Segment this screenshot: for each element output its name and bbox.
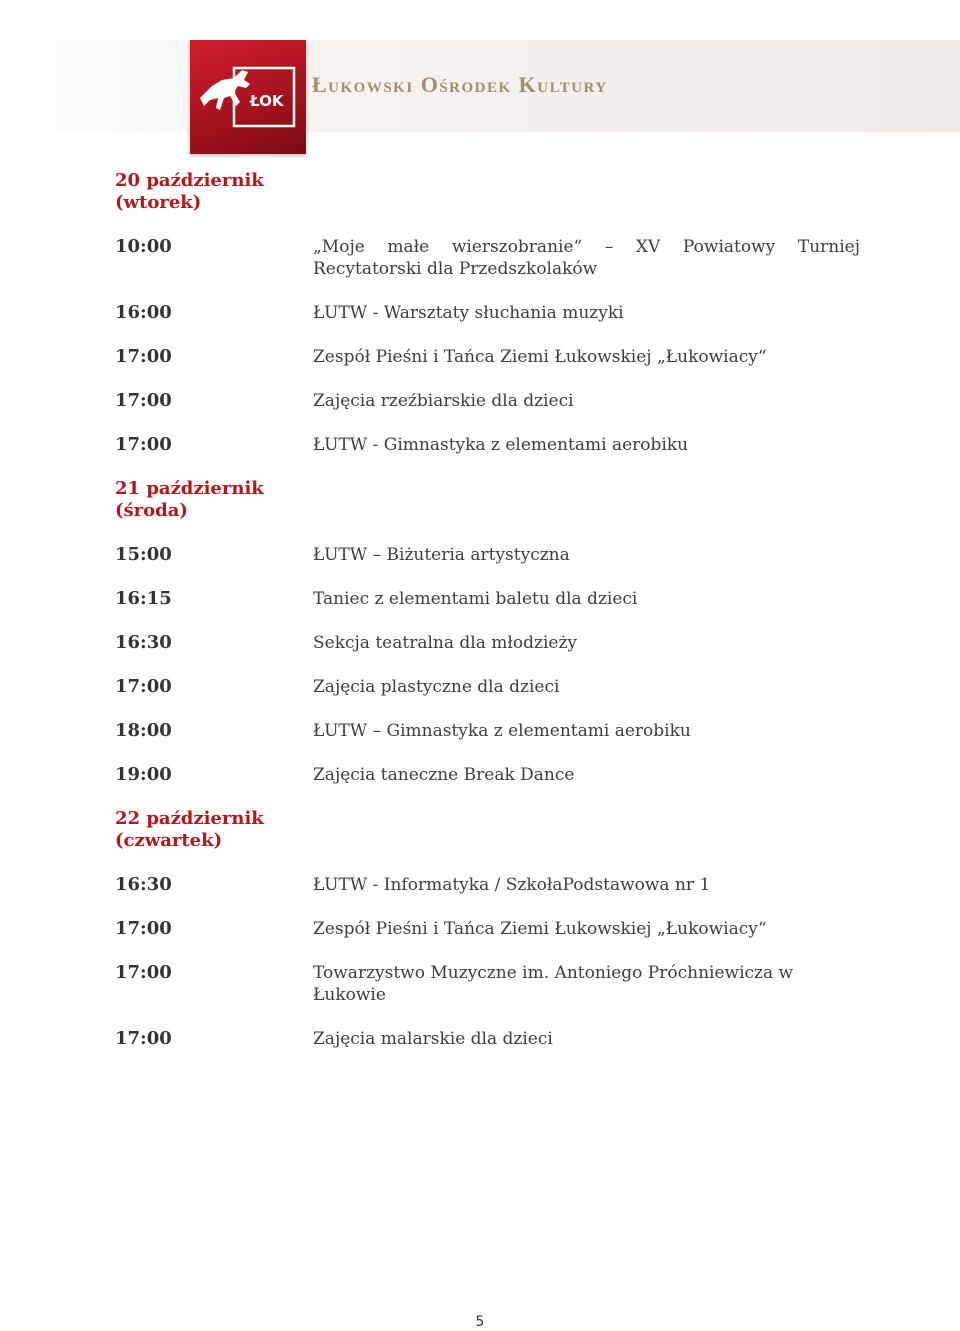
event-name: Sekcja teatralna dla młodzieży — [313, 633, 578, 653]
event-time: 17:00 — [115, 962, 172, 983]
event-row — [115, 1028, 860, 1050]
event-name: Towarzystwo Muzyczne im. Antoniego Próchniewicza w Łukowie — [313, 963, 794, 1005]
event-name: ŁUTW – Biżuteria artystyczna — [313, 545, 570, 565]
event-row — [115, 390, 860, 412]
event-time: 18:00 — [115, 720, 172, 741]
day-title: 20 październik (wtorek) — [115, 170, 264, 213]
event-time: 10:00 — [115, 236, 172, 257]
event-time: 17:00 — [115, 390, 172, 411]
event-time: 16:15 — [115, 588, 172, 609]
page-number: 5 — [475, 1314, 485, 1330]
logo-text: ŁOK — [250, 92, 284, 110]
event-time: 16:00 — [115, 302, 172, 323]
day-block — [115, 808, 860, 1050]
day-title: 21 październik (środa) — [115, 478, 264, 521]
event-row — [115, 346, 860, 368]
event-row — [115, 874, 860, 896]
day-block — [115, 478, 860, 786]
event-time: 16:30 — [115, 874, 172, 895]
event-row — [115, 676, 860, 698]
event-time: 17:00 — [115, 434, 172, 455]
event-time: 17:00 — [115, 676, 172, 697]
event-time: 17:00 — [115, 346, 172, 367]
event-name: Zajęcia plastyczne dla dzieci — [313, 677, 560, 697]
event-name: Zajęcia rzeźbiarskie dla dzieci — [313, 391, 574, 411]
event-time: 16:30 — [115, 632, 172, 653]
event-time: 17:00 — [115, 1028, 172, 1049]
event-name: ŁUTW - Informatyka / SzkołaPodstawowa nr 1 — [313, 875, 711, 895]
event-row — [115, 764, 860, 786]
event-row — [115, 434, 860, 456]
event-row — [115, 544, 860, 566]
brand-name: Łukowski Ośrodek Kultury — [312, 72, 608, 97]
event-row — [115, 918, 860, 940]
event-row — [115, 302, 860, 324]
event-name: ŁUTW - Warsztaty słuchania muzyki — [313, 303, 624, 323]
event-name: ŁUTW – Gimnastyka z elementami aerobiku — [313, 721, 691, 741]
event-name: Zajęcia malarskie dla dzieci — [313, 1029, 553, 1049]
event-name: Taniec z elementami baletu dla dzieci — [313, 589, 638, 609]
lok-logo — [190, 40, 306, 154]
event-row — [115, 632, 860, 654]
horse-icon — [200, 70, 250, 110]
event-row — [115, 588, 860, 610]
event-time: 15:00 — [115, 544, 172, 565]
event-time: 19:00 — [115, 764, 172, 785]
event-time: 17:00 — [115, 918, 172, 939]
event-name: Zespół Pieśni i Tańca Ziemi Łukowskiej „Łukowiacy“ — [313, 919, 767, 939]
day-title: 22 październik (czwartek) — [115, 808, 264, 851]
event-row — [115, 962, 860, 1006]
event-row — [115, 720, 860, 742]
event-name: „Moje małe wierszobranie“ – XV Powiatowy Turniej Recytatorski dla Przedszkolaków — [313, 237, 860, 279]
event-name: Zajęcia taneczne Break Dance — [313, 765, 575, 785]
event-name: Zespół Pieśni i Tańca Ziemi Łukowskiej „Łukowiacy“ — [313, 347, 767, 367]
event-name: ŁUTW - Gimnastyka z elementami aerobiku — [313, 435, 689, 455]
schedule — [115, 170, 860, 1072]
day-block — [115, 170, 860, 456]
event-row — [115, 236, 860, 280]
